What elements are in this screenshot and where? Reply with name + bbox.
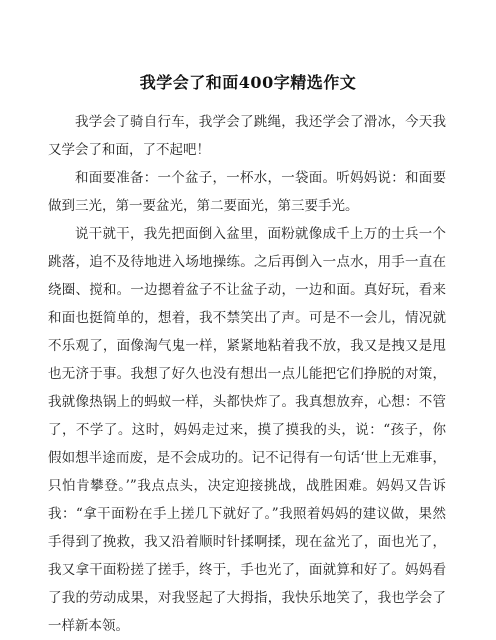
- article-title: 我学会了和面400字精选作文: [139, 73, 357, 92]
- paragraph-1: 我学会了骑自行车，我学会了跳绳，我还学会了滑冰，今天我又学会了和面，了不起吧！: [48, 114, 446, 158]
- article-body: [48, 108, 446, 640]
- paragraph-3: 说干就干，我先把面倒入盆里，面粉就像成千上万的士兵一个跳落，追不及待地进入场地操练。之后再倒入一点水，用手一直在绕圈、搅和。一边摁着盆子不让盆子动，一边和面。真好玩，看来和面也挺简单的，想着，我不禁笑出了声。可是不一会儿，情况就不乐观了，面像淘气鬼一样，紧紧地粘着我不放，我又是拽又是甩也无济于事。我想了好久也没有想出一点儿能把它们挣脱的对策，我就像热锅上的蚂蚁一样，头都快炸了。我真想放弃，心想：不管了，不学了。这时，妈妈走过来，摸了摸我的头，说：“孩子，你假如想半途而废，是不会成功的。记不记得有一句话‘世上无难事，只怕肯攀登。’”我点点头，决定迎接挑战，战胜困难。妈妈又告诉我：“拿干面粉在手上搓几下就好了。”我照着妈妈的建议做，果然手得到了挽救，我又沿着顺时针揉啊揉，现在盆光了，面也光了，我又拿干面粉搓了搓手，终于，手也光了，面就算和好了。妈妈看了我的劳动成果，对我竖起了大拇指，我快乐地笑了，我也学会了一样新本领。: [48, 226, 446, 634]
- paragraph-2: 和面要准备：一个盆子，一杯水，一袋面。听妈妈说：和面要做到三光，第一要盆光，第二要面光，第三要手光。: [48, 170, 446, 214]
